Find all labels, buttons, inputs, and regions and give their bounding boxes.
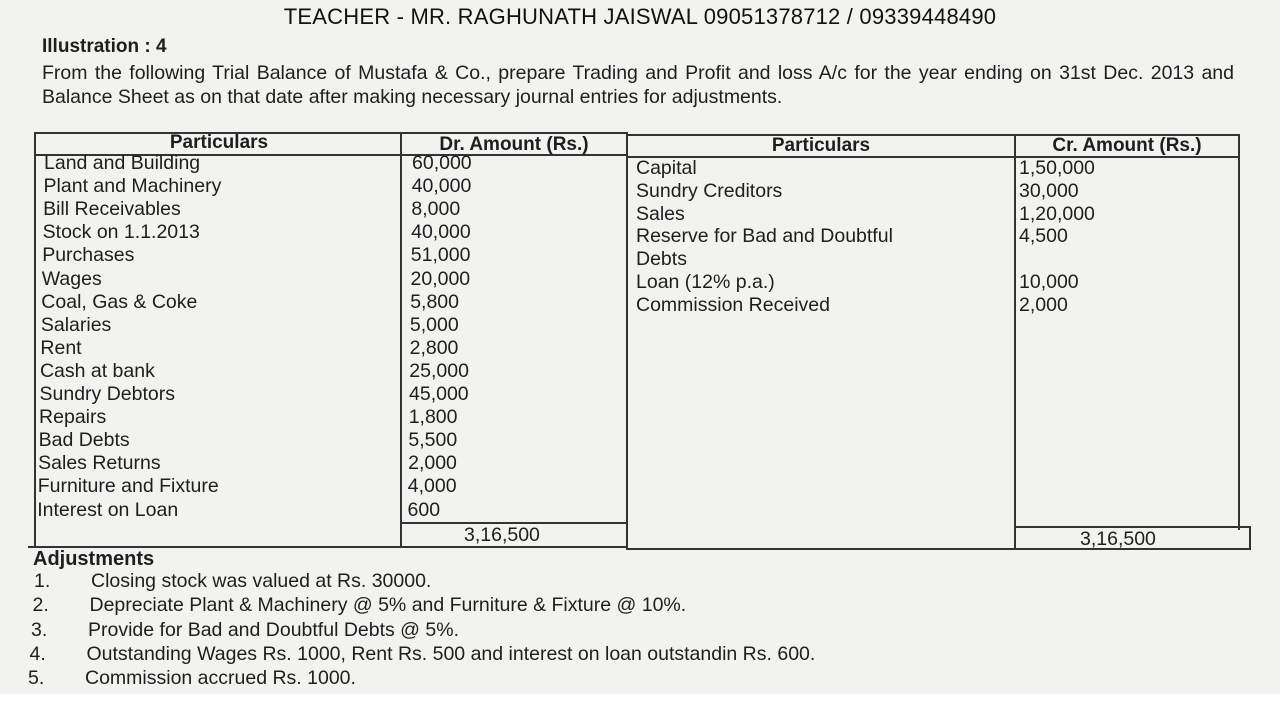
cr-total: 3,16,500 [1080,528,1156,550]
dr-amount: 1,800 [408,406,458,429]
dr-amount: 51,000 [410,244,471,267]
adjustment-text: Depreciate Plant & Machinery @ 5% and Furniture & Fixture @ 10%. [89,594,687,617]
dr-amount: 600 [407,498,441,521]
dr-amount: 8,000 [411,198,461,221]
cr-particular: Loan (12% p.a.) [636,271,775,293]
dr-amount: 40,000 [411,221,471,244]
dr-amount: 60,000 [412,152,472,174]
dr-particular: Interest on Loan [37,498,179,521]
cr-amount: 30,000 [1019,179,1079,202]
cr-particulars-header: Particulars [771,135,871,156]
adjustment-item [34,570,1134,594]
cr-amount: 2,000 [1019,293,1068,316]
dr-amount: 4,000 [407,475,457,498]
dr-particular: Coal, Gas & Coke [41,290,198,313]
dr-amount: 40,000 [411,175,472,198]
table-border-right-bottom [1249,526,1251,550]
adjustment-text: Closing stock was valued at Rs. 30000. [91,570,432,592]
cr-particular: Sales [636,202,685,225]
dr-particular: Bad Debts [38,429,130,452]
cr-particular: Debts [636,248,687,271]
cr-amount: 1,20,000 [1019,202,1095,225]
table-border-bottom-right [626,548,1250,550]
dr-particular: Cash at bank [39,359,155,382]
adjustment-number: 2. [32,594,49,617]
dr-amount: 5,000 [409,313,459,336]
cr-amount: 4,500 [1019,225,1068,248]
illustration-intro: From the following Trial Balance of Mustafa & Co., prepare Trading and Profit and loss A/c for the year ending on 31st Dec. 2013 and Balance Sheet as on that date after making necessary journal entries for adjustments. [42,62,1234,108]
dr-amount: 25,000 [409,359,469,382]
adjustment-text: Outstanding Wages Rs. 1000, Rent Rs. 500 and interest on loan outstandin Rs. 600. [86,642,816,665]
cr-amount-header: Cr. Amount (Rs.) [1052,135,1202,156]
dr-particular: Bill Receivables [43,198,181,221]
cr-particular: Commission Received [636,293,830,316]
trial-balance-table [28,130,1250,548]
adjustment-number: 3. [31,618,48,641]
dr-particular: Land and Building [44,152,201,174]
adjustment-item [31,619,1131,643]
dr-particular: Stock on 1.1.2013 [42,221,200,244]
table-border-center [626,132,628,548]
dr-amount: 45,000 [409,383,469,405]
adjustment-item [30,643,1130,667]
adjustment-number: 4. [29,642,46,665]
table-border-right [1238,134,1240,530]
table-border-left [34,132,36,546]
adjustments-title: Adjustments [33,548,155,570]
cr-amount: 1,50,000 [1019,157,1095,179]
dr-particular: Wages [41,267,102,290]
adjustment-item [28,667,1128,691]
cr-particular: Reserve for Bad and Doubtful [636,225,893,248]
adjustment-item [33,594,1133,618]
dr-particular: Salaries [40,313,112,336]
table-border-mid-left [400,132,402,546]
adjustment-text: Provide for Bad and Doubtful Debts @ 5%. [88,618,459,641]
table-border-mid-right [1014,134,1016,548]
adjustment-text: Commission accrued Rs. 1000. [85,667,356,690]
dr-particular: Sundry Debtors [39,383,175,405]
dr-particular: Repairs [39,406,107,429]
cr-particular: Capital [636,157,697,179]
illustration-title: Illustration : 4 [42,36,167,57]
dr-particular: Furniture and Fixture [37,475,219,498]
dr-total: 3,16,500 [464,524,540,546]
bottom-band [0,694,1280,720]
teacher-header: TEACHER - MR. RAGHUNATH JAISWAL 09051378712 / 09339448490 [283,4,997,29]
dr-amount: 20,000 [410,267,471,290]
cr-particular: Sundry Creditors [636,179,783,202]
dr-amount: 5,800 [410,290,459,313]
dr-particular: Plant and Machinery [43,175,222,198]
adjustment-number: 5. [28,667,45,690]
cr-amount: 10,000 [1019,271,1079,293]
dr-particulars-header: Particulars [169,132,269,153]
dr-particular: Sales Returns [38,452,161,475]
dr-amount: 2,000 [408,452,457,475]
dr-particular: Rent [40,336,82,359]
dr-particular: Purchases [42,244,135,267]
dr-amount: 2,800 [409,336,459,359]
dr-amount: 5,500 [408,429,458,452]
adjustment-number: 1. [34,570,51,592]
dr-amount-header: Dr. Amount (Rs.) [439,134,589,155]
